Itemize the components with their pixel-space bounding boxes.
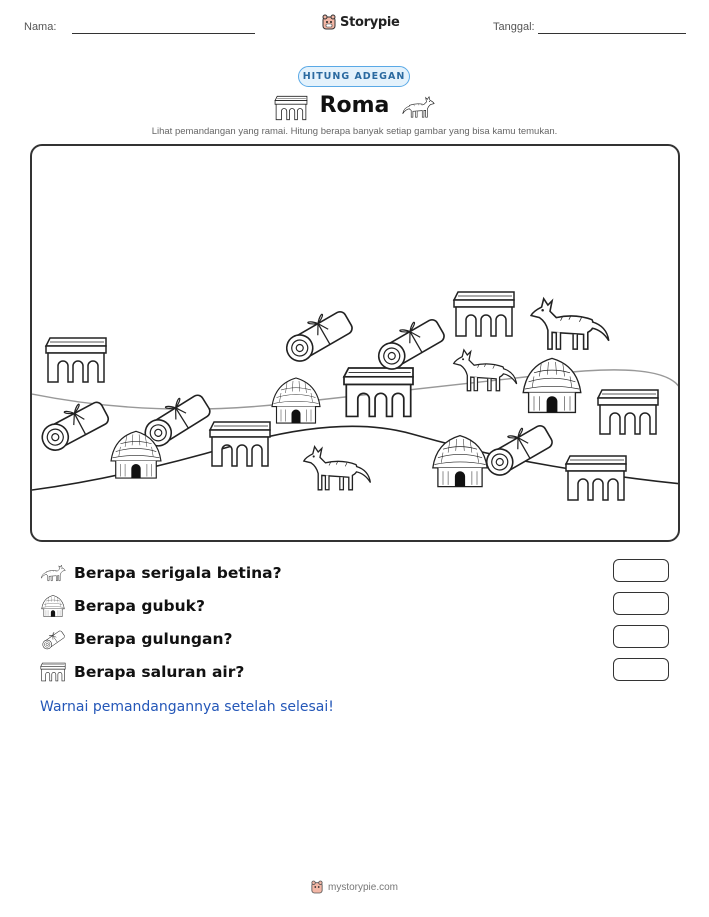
coloring-instruction: Warnai pemandangannya setelah selesai! [40, 699, 334, 715]
date-label: Tanggal: [493, 21, 535, 33]
scroll-5 [479, 418, 554, 479]
aqueduct-5 [598, 390, 658, 434]
question-row [40, 626, 232, 652]
aqueduct-6 [566, 456, 626, 500]
question-row [40, 593, 205, 619]
hut-4 [523, 358, 581, 412]
question-text: Berapa saluran air? [74, 663, 245, 681]
scene-illustration [30, 144, 680, 542]
name-field[interactable] [72, 33, 255, 34]
scroll-icon [40, 626, 66, 652]
storypie-mascot-icon [311, 880, 323, 894]
answer-box-aqueducts[interactable] [613, 658, 669, 681]
question-row [40, 560, 282, 586]
hut-3 [433, 436, 487, 487]
scroll-3 [35, 395, 111, 455]
aqueduct-icon [40, 659, 66, 685]
scroll-1 [279, 304, 354, 365]
wolf-3 [304, 447, 371, 490]
aqueduct-2 [454, 292, 514, 336]
footer [0, 880, 709, 894]
hut-icon [40, 593, 66, 619]
answer-box-scrolls[interactable] [613, 625, 669, 648]
name-label: Nama: [24, 21, 57, 33]
wolf-icon [40, 560, 66, 586]
hut-1 [272, 378, 320, 423]
page-title: Roma [319, 93, 390, 118]
brand-name: Storypie [340, 14, 400, 30]
storypie-mascot-icon [322, 14, 336, 30]
date-field[interactable] [538, 33, 686, 34]
aqueduct-1 [46, 338, 106, 382]
answer-box-wolves[interactable] [613, 559, 669, 582]
scroll-2 [371, 312, 446, 373]
wolf-icon [401, 92, 435, 122]
answer-box-huts[interactable] [613, 592, 669, 615]
question-row [40, 659, 244, 685]
question-text: Berapa serigala betina? [74, 564, 282, 582]
question-text: Berapa gulungan? [74, 630, 233, 648]
wolf-2 [454, 350, 517, 391]
aqueduct-3 [344, 368, 413, 416]
aqueduct-4 [210, 422, 270, 466]
brand-logo [322, 14, 400, 30]
question-text: Berapa gubuk? [74, 597, 205, 615]
wolf-1 [531, 299, 609, 349]
activity-badge: HITUNG ADEGAN [298, 66, 410, 87]
footer-url[interactable]: mystorypie.com [327, 881, 398, 893]
instructions: Lihat pemandangan yang ramai. Hitung berapa banyak setiap gambar yang bisa kamu temukan. [151, 126, 558, 137]
